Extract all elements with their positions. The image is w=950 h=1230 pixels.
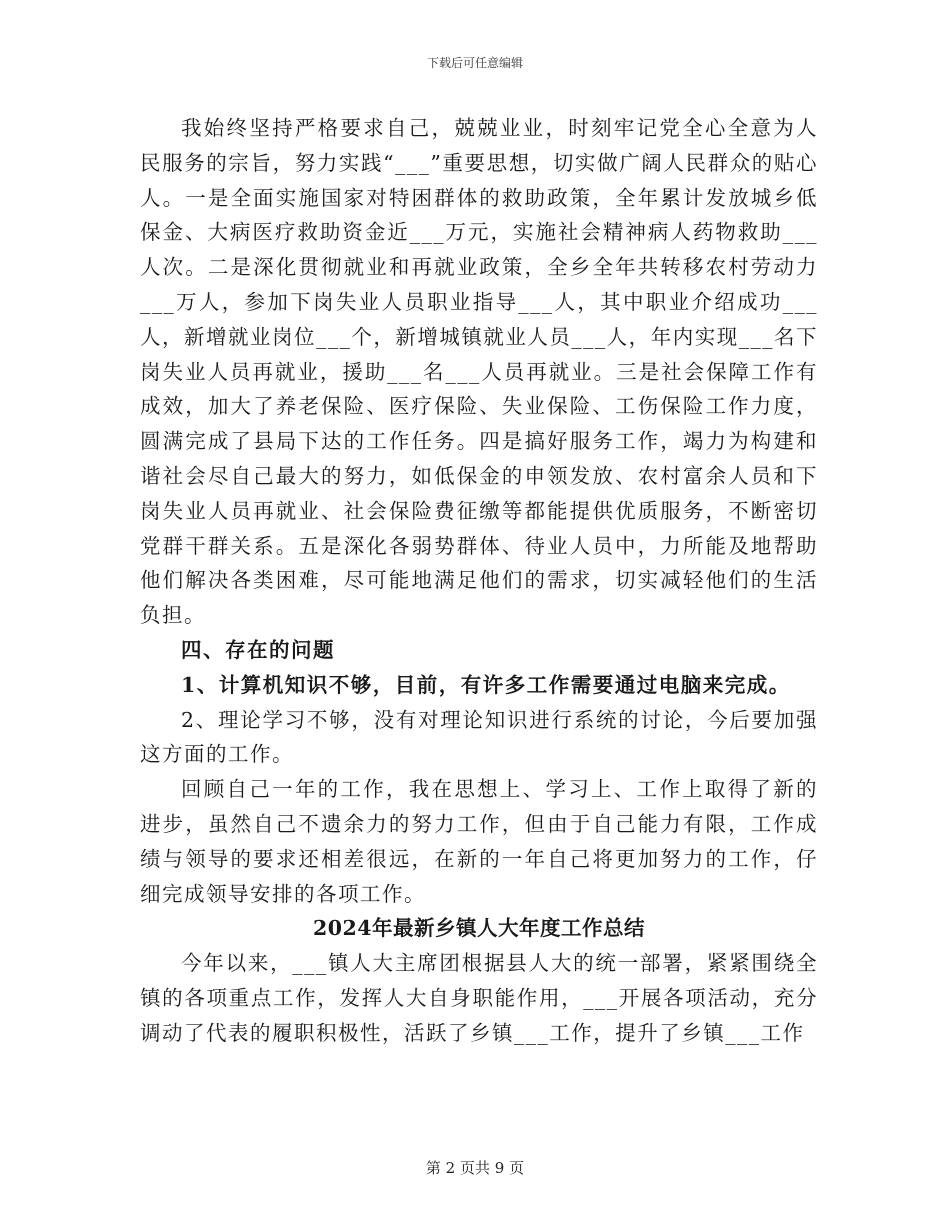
page-number: 第 2 页共 9 页	[425, 1159, 525, 1177]
paragraph-work-summary: 我始终坚持严格要求自己，兢兢业业，时刻牢记党全心全意为人民服务的宗旨，努力实践“___”重要思想，切实做广阔人民群众的贴心人。一是全面实施国家对特困群体的救助政策，全年累计发放城乡低保金、大病医疗救助资金近___万元，实施社会精神病人药物救助___人次。二是深化贯彻就业和再就业政策，全乡全年共转移农村劳动力___万人，参加下岗失业人员职业指导___人，其中职业介绍成功___人，新增就业岗位___个，新增城镇就业人员___人，年内实现___名下岗失业人员再就业，援助___名___人员再就业。三是社会保障工作有成效，加大了养老保险、医疗保险、失业保险、工伤保险工作力度，圆满完成了县局下达的工作任务。四是搞好服务工作，竭力为构建和谐社会尽自己最大的努力，如低保金的申领发放、农村富余人员和下岗失业人员再就业、社会保险费征缴等都能提供优质服务，不断密切党群干群关系。五是深化各弱势群体、待业人员中，力所能及地帮助他们解决各类困难，尽可能地满足他们的需求，切实减轻他们的生活负担。	[140, 116, 818, 628]
problem-item-2: 2、理论学习不够，没有对理论知识进行系统的讨论，今后要加强这方面的工作。	[140, 707, 818, 767]
article-title: 2024年最新乡镇人大年度工作总结	[312, 916, 646, 941]
document-body	[140, 111, 818, 1051]
problem-item-1: 1、计算机知识不够，目前，有许多工作需要通过电脑来完成。	[181, 672, 791, 697]
page-header: 下载后可任意编辑	[426, 56, 523, 70]
paragraph-intro: 今年以来，___镇人大主席团根据县人大的统一部署，紧紧围绕全镇的各项重点工作，发挥人大自身职能作用，___开展各项活动，充分调动了代表的履职积极性，活跃了乡镇___工作，提升了乡镇___工作	[140, 951, 818, 1045]
section-heading-problems: 四、存在的问题	[181, 637, 335, 662]
paragraph-review: 回顾自己一年的工作，我在思想上、学习上、工作上取得了新的进步，虽然自己不遗余力的努力工作，但由于自己能力有限，工作成绩与领导的要求还相差很远，在新的一年自己将更加努力的工作，仔细完成领导安排的各项工作。	[140, 777, 818, 906]
